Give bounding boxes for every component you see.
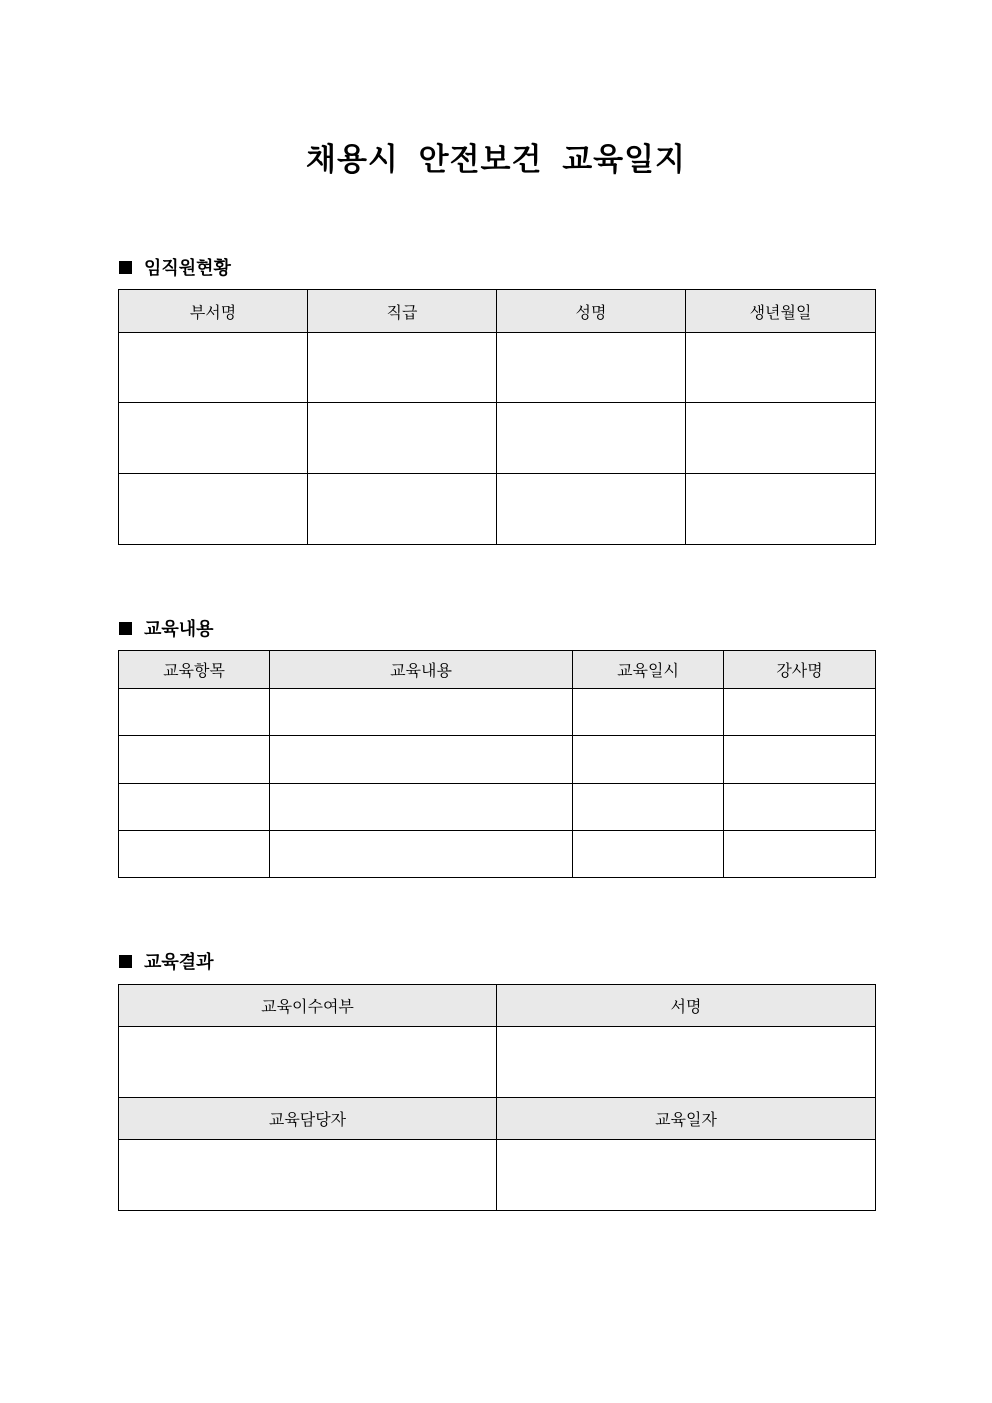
column-header-completion: 교육이수여부	[119, 985, 497, 1027]
column-header-birthdate: 생년월일	[686, 290, 876, 333]
birthdate-cell[interactable]	[686, 474, 876, 545]
section-heading-label: 임직원현황	[144, 258, 231, 279]
table-header-row	[119, 985, 876, 1027]
item-cell[interactable]	[119, 831, 270, 878]
name-cell[interactable]	[497, 333, 686, 403]
instructor-cell[interactable]	[724, 831, 876, 878]
department-cell[interactable]	[119, 474, 308, 545]
square-bullet-icon	[119, 955, 132, 968]
column-header-name: 성명	[497, 290, 686, 333]
column-header-position: 직급	[308, 290, 497, 333]
table-row	[119, 831, 876, 878]
table-header-row	[119, 290, 876, 333]
column-header-department: 부서명	[119, 290, 308, 333]
column-header-education-manager: 교육담당자	[119, 1098, 497, 1140]
birthdate-cell[interactable]	[686, 333, 876, 403]
table-row	[119, 1027, 876, 1098]
section-heading-employees	[119, 254, 231, 280]
position-cell[interactable]	[308, 474, 497, 545]
content-cell[interactable]	[270, 831, 573, 878]
instructor-cell[interactable]	[724, 784, 876, 831]
employees-table	[118, 289, 876, 545]
datetime-cell[interactable]	[573, 689, 724, 736]
square-bullet-icon	[119, 622, 132, 635]
datetime-cell[interactable]	[573, 736, 724, 784]
item-cell[interactable]	[119, 736, 270, 784]
table-row	[119, 784, 876, 831]
item-cell[interactable]	[119, 689, 270, 736]
education-date-cell[interactable]	[497, 1140, 876, 1211]
table-row	[119, 333, 876, 403]
column-header-education-date: 교육일자	[497, 1098, 876, 1140]
table-row	[119, 474, 876, 545]
signature-cell[interactable]	[497, 1027, 876, 1098]
item-cell[interactable]	[119, 784, 270, 831]
square-bullet-icon	[119, 261, 132, 274]
datetime-cell[interactable]	[573, 784, 724, 831]
completion-cell[interactable]	[119, 1027, 497, 1098]
table-header-row	[119, 1098, 876, 1140]
education-content-table	[118, 650, 876, 878]
content-cell[interactable]	[270, 736, 573, 784]
column-header-content: 교육내용	[270, 651, 573, 689]
column-header-item: 교육항목	[119, 651, 270, 689]
instructor-cell[interactable]	[724, 736, 876, 784]
birthdate-cell[interactable]	[686, 403, 876, 474]
column-header-instructor: 강사명	[724, 651, 876, 689]
content-cell[interactable]	[270, 784, 573, 831]
education-result-table	[118, 984, 876, 1211]
column-header-signature: 서명	[497, 985, 876, 1027]
instructor-cell[interactable]	[724, 689, 876, 736]
section-heading-label: 교육결과	[144, 952, 214, 973]
table-header-row	[119, 651, 876, 689]
name-cell[interactable]	[497, 403, 686, 474]
table-row	[119, 689, 876, 736]
document-title: 채용시 안전보건 교육일지	[306, 142, 686, 178]
datetime-cell[interactable]	[573, 831, 724, 878]
content-cell[interactable]	[270, 689, 573, 736]
department-cell[interactable]	[119, 333, 308, 403]
table-row	[119, 736, 876, 784]
position-cell[interactable]	[308, 403, 497, 474]
section-heading-label: 교육내용	[144, 619, 214, 640]
position-cell[interactable]	[308, 333, 497, 403]
section-heading-education-result	[119, 948, 214, 974]
department-cell[interactable]	[119, 403, 308, 474]
column-header-datetime: 교육일시	[573, 651, 724, 689]
education-manager-cell[interactable]	[119, 1140, 497, 1211]
name-cell[interactable]	[497, 474, 686, 545]
section-heading-education-content	[119, 615, 214, 641]
table-row	[119, 1140, 876, 1211]
table-row	[119, 403, 876, 474]
